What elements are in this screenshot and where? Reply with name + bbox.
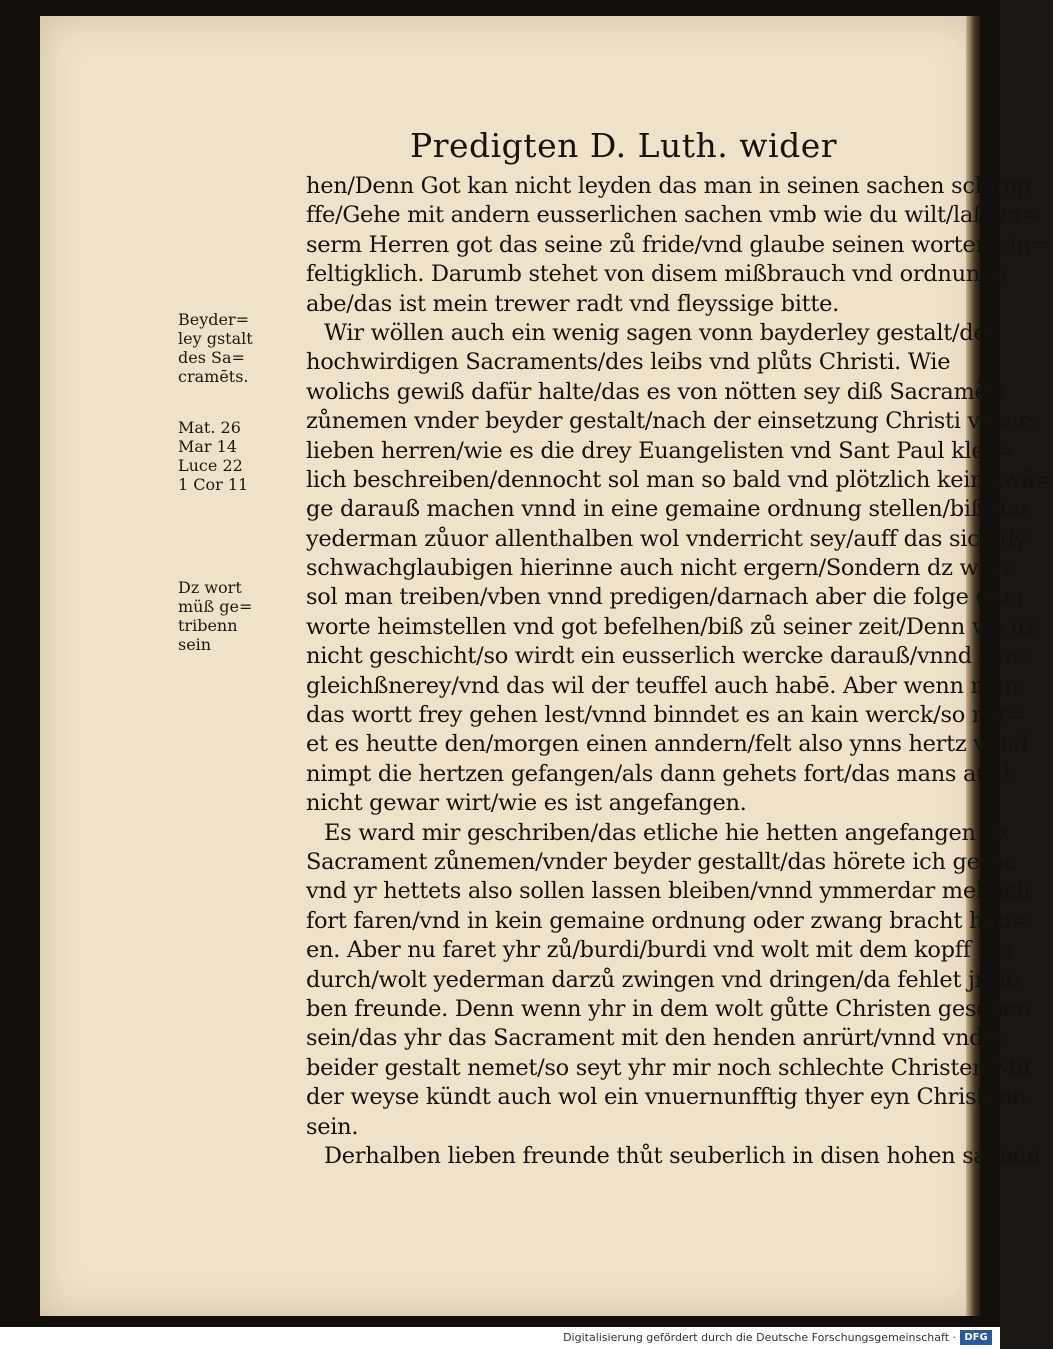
text-line: Es ward mir geschriben/das etliche hie hetten angefangen dz	[324, 819, 1009, 846]
margin-note-line: Luce 22	[178, 456, 243, 475]
text-line: worte heimstellen vnd got befelhen/biß zů seiner zeit/Denn wo dz	[306, 613, 1037, 640]
text-line: Derhalben lieben freunde thůt seuberlich in disen hohen sachen	[324, 1142, 1041, 1169]
text-line: zůnemen vnder beyder gestalt/nach der einsetzung Christi vnsers	[306, 408, 1041, 435]
margin-note-line: tribenn	[178, 616, 238, 635]
text-line: ffe/Gehe mit andern eusserlichen sachen vmb wie du wilt/laß vn=	[306, 202, 1040, 229]
text-line: hochwirdigen Sacraments/des leibs vnd plůts Christi. Wie	[306, 349, 951, 376]
margin-note-line: des Sa=	[178, 348, 245, 367]
text-line: gleichßnerey/vnd das wil der teuffel auch habē. Aber wenn man	[306, 672, 1019, 699]
text-line: schwachglaubigen hierinne auch nicht ergern/Sondern dz wort	[306, 555, 1011, 582]
text-line: nicht geschicht/so wirdt ein eusserlich wercke darauß/vnnd eyne	[306, 643, 1032, 670]
text-line: abe/das ist mein trewer radt vnd fleyssige bitte.	[306, 290, 839, 317]
funding-credit: Digitalisierung gefördert durch die Deutsche Forschungsgemeinschaft ·	[563, 1331, 956, 1344]
text-line: nicht gewar wirt/wie es ist angefangen.	[306, 790, 747, 817]
text-line: wolichs gewiß dafür halte/das es von nötten sey diß Sacramētt	[306, 378, 1005, 405]
margin-note-1	[178, 310, 266, 386]
margin-note-line: Dz wort	[178, 578, 242, 597]
text-line: hen/Denn Got kan nicht leyden das man in seinen sachen schimp	[306, 173, 1031, 199]
text-line: serm Herren got das seine zů fride/vnd glaube seinen worten ein=	[306, 231, 1050, 258]
footer-bar	[0, 1327, 1000, 1349]
margin-note-line: Mat. 26	[178, 418, 241, 437]
margin-note-line: ley gstalt	[178, 329, 253, 348]
margin-note-line: müß ge=	[178, 597, 253, 616]
margin-note-line: Beyder=	[178, 310, 250, 329]
text-line: et es heutte den/morgen einen anndern/felt also ynns hertz vnnd	[306, 731, 1029, 758]
text-line: vnd yr hettets also sollen lassen bleiben/vnnd ymmerdar mehlich	[306, 878, 1031, 905]
text-line: sein/das yhr das Sacrament mit den henden anrürt/vnnd vnder	[306, 1025, 1007, 1052]
text-line: beider gestalt nemet/so seyt yhr mir noch schlechte Christen/Mit	[306, 1054, 1033, 1081]
text-line: ge darauß machen vnnd in eine gemaine ordnung stellen/biß das	[306, 496, 1031, 523]
margin-note-2	[178, 418, 266, 494]
text-line: nimpt die hertzen gefangen/als dann gehets fort/das mans auch	[306, 760, 1017, 787]
dfg-logo: DFG	[960, 1330, 992, 1345]
text-line: das wortt frey gehen lest/vnnd binndet es an kain werck/so rür=	[306, 702, 1026, 729]
book-page	[40, 16, 1053, 1316]
text-line: lieben herren/wie es die drey Euangelisten vnd Sant Paul kler=	[306, 437, 1014, 464]
text-line: Wir wöllen auch ein wenig sagen vonn bayderley gestalt/des	[324, 319, 998, 346]
margin-note-3	[178, 578, 266, 654]
text-line: Sacrament zůnemen/vnder beyder gestallt/das hörete ich gerne	[306, 848, 1018, 875]
body-text	[306, 172, 1053, 1171]
margin-note-line: cramēts.	[178, 367, 249, 386]
text-line: der weyse kündt auch wol ein vnuernunfftig thyer eyn Christenn	[306, 1084, 1027, 1111]
text-line: durch/wolt yederman darzů zwingen vnd dringen/da fehlet jr lie	[306, 966, 1019, 993]
text-line: sein.	[306, 1113, 359, 1140]
text-line: lich beschreiben/dennocht sol man so bald vnd plötzlich kein zwā=	[306, 466, 1053, 493]
margin-note-line: 1 Cor 11	[178, 475, 249, 494]
text-line: ben freunde. Denn wenn yhr in dem wolt gůtte Christen gesehen	[306, 995, 1031, 1022]
text-line: yederman zůuor allenthalben wol vnderricht sey/auff das sich dy	[306, 525, 1027, 552]
text-line: en. Aber nu faret yhr zů/burdi/burdi vnd wolt mit dem kopff hin	[306, 937, 1013, 964]
text-line: sol man treiben/vben vnnd predigen/darnach aber die folge dem	[306, 584, 1024, 611]
text-line: fort faren/vnd in kein gemaine ordnung oder zwang bracht hab=	[306, 907, 1029, 934]
margin-note-line: Mar 14	[178, 437, 238, 456]
running-header: Predigten D. Luth. wider	[410, 126, 837, 165]
margin-note-line: sein	[178, 635, 212, 654]
text-line: feltigklich. Darumb stehet von disem mißbrauch vnd ordnunge	[306, 261, 1008, 288]
